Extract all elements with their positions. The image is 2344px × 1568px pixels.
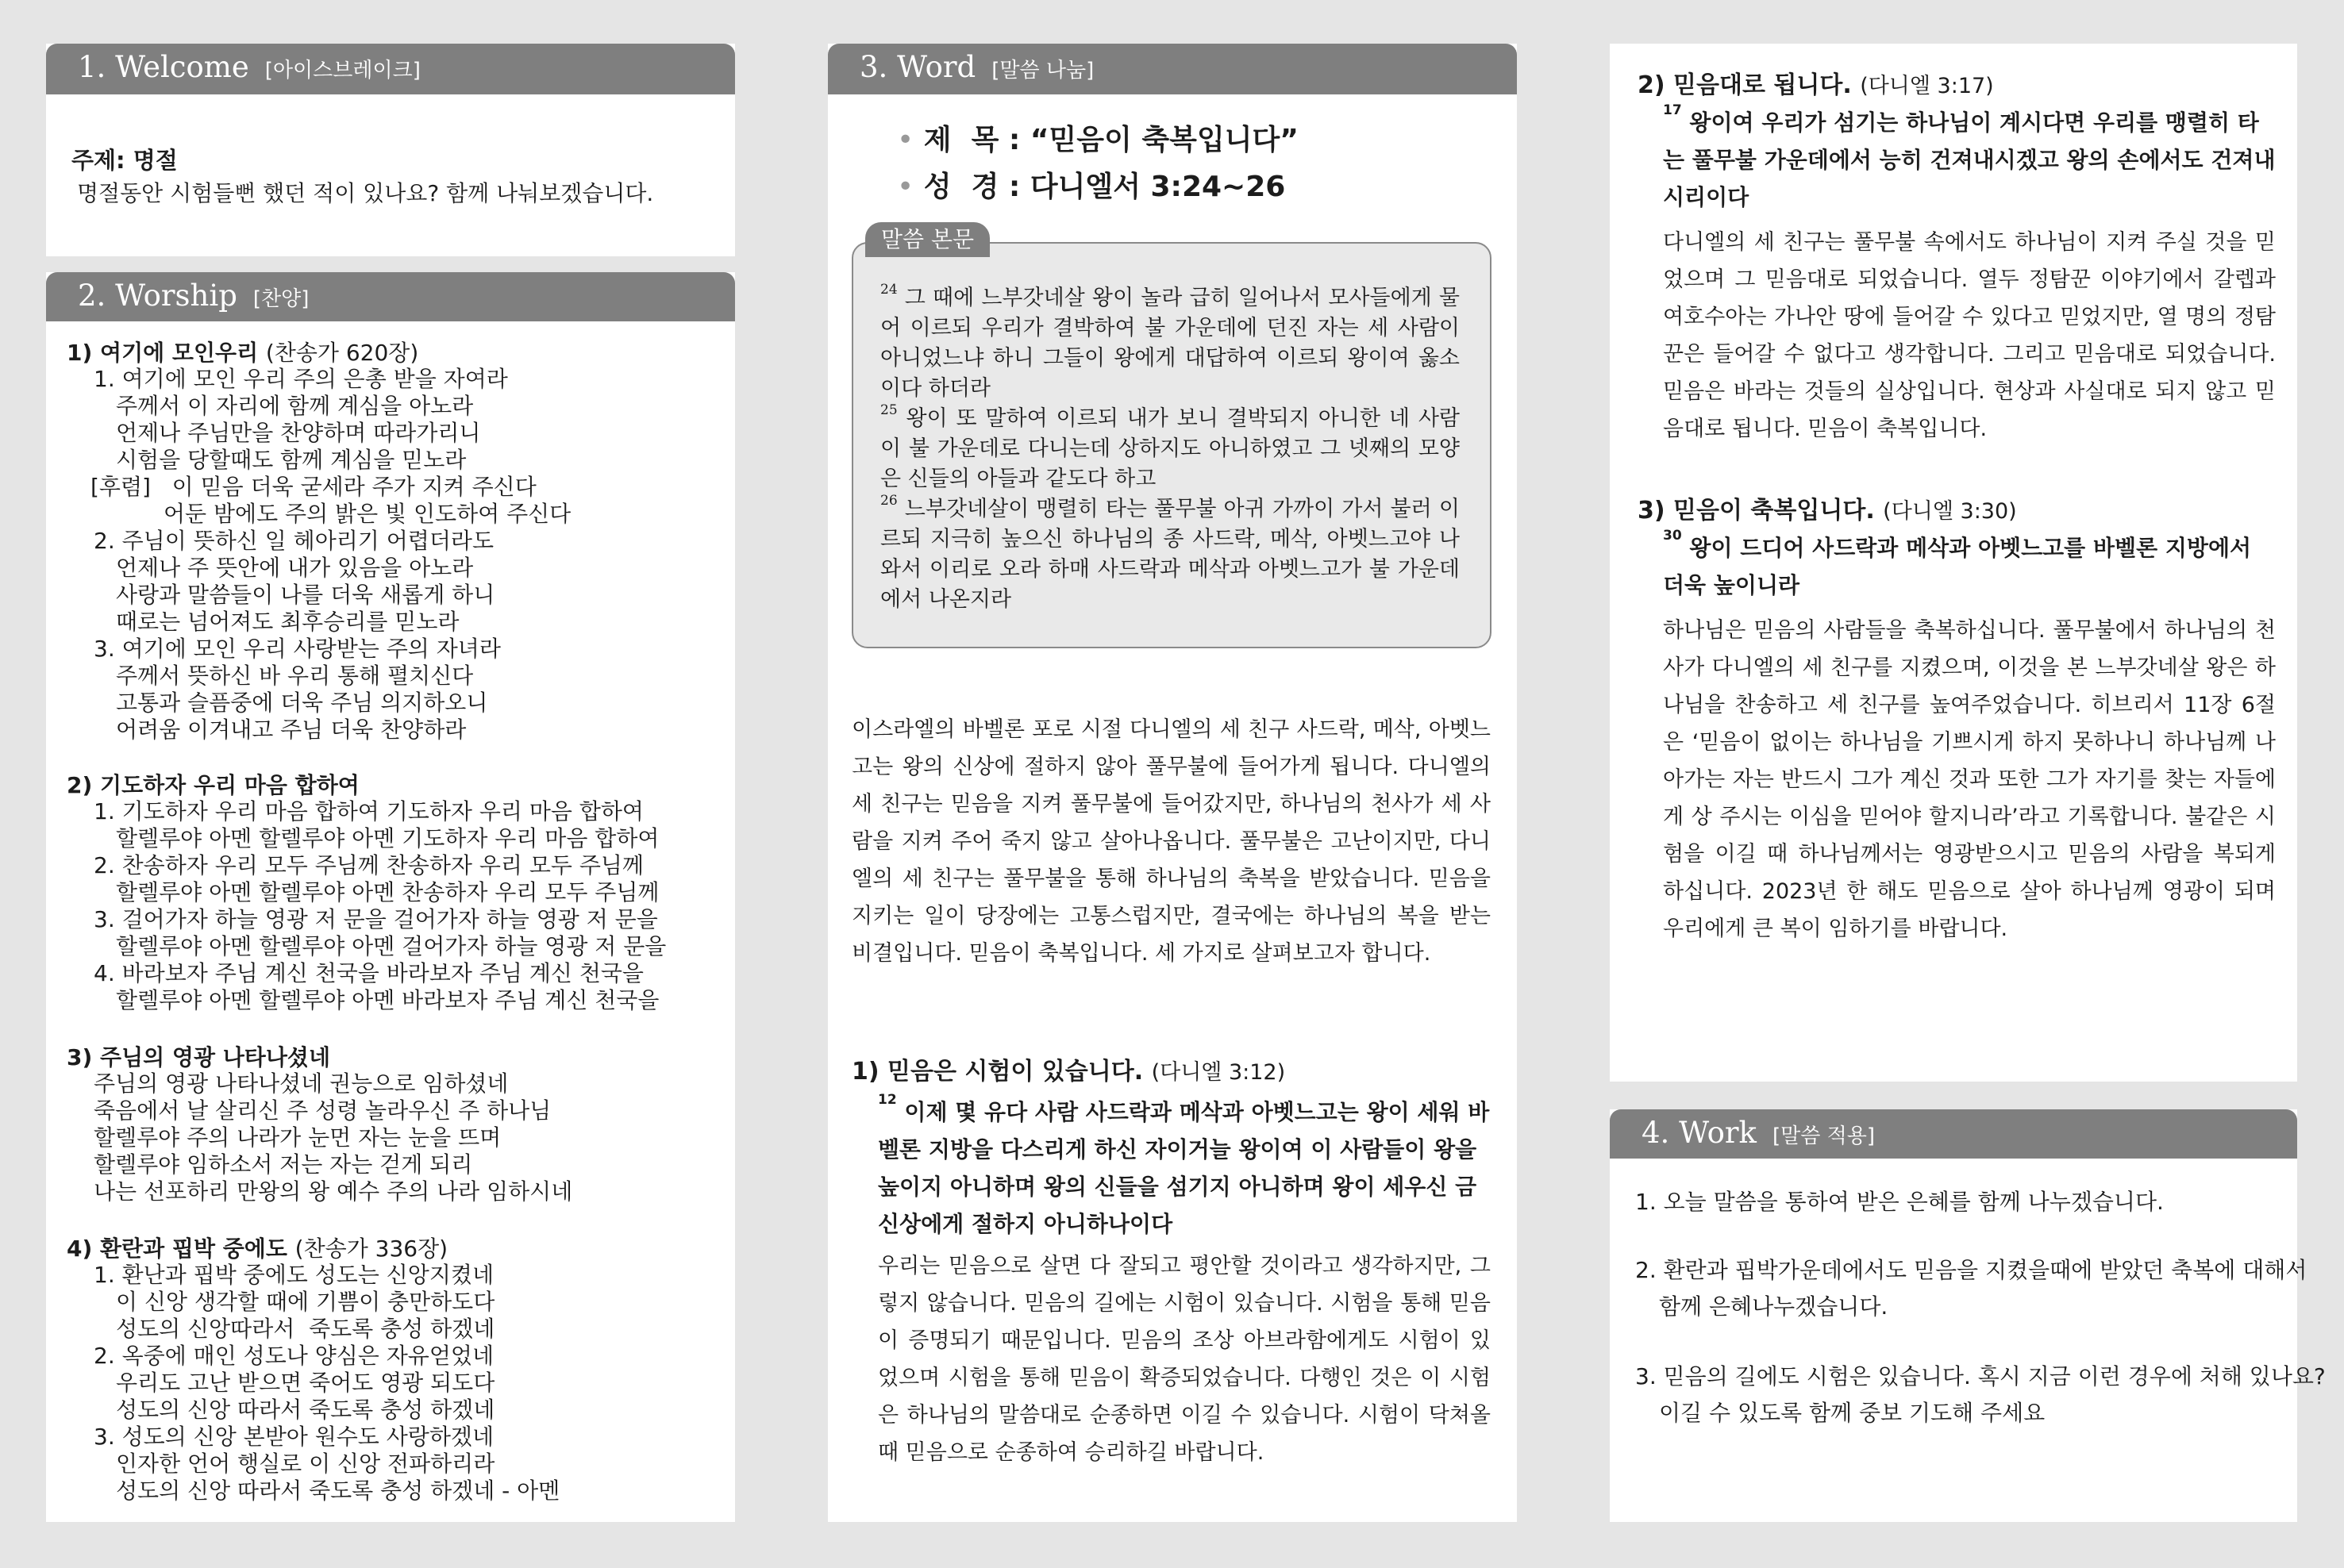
song-lyrics	[67, 1070, 572, 1205]
text-line: 할렐루야 아멘 할렐루야 아멘 찬송하자 우리 모두 주님께	[116, 879, 660, 905]
worship-title: 2. Worship	[78, 279, 237, 313]
work-header	[1610, 1109, 2297, 1159]
text-line: 2) 믿음대로 됩니다.	[1638, 71, 1852, 99]
welcome-subtitle: [아이스브레이크]	[264, 59, 421, 83]
text-line: 3. 걸어가자 하늘 영광 저 문을 걸어가자 하늘 영광 저 문을	[94, 906, 658, 932]
text-line: 할렐루야 아멘 할렐루야 아멘 걸어가자 하늘 영광 저 문을	[116, 933, 667, 959]
bible-verse	[880, 404, 1460, 494]
point-1-verse	[878, 1093, 1491, 1243]
text-line: 주께서 이 자리에 함께 계심을 아노라	[116, 393, 474, 419]
text-line: 2. 주님이 뜻하신 일 헤아리기 어렵더라도	[94, 528, 494, 554]
welcome-question: 명절동안 시험들뻔 했던 적이 있나요? 함께 나눠보겠습니다.	[77, 180, 654, 206]
song-title	[67, 336, 418, 367]
bible-verse	[880, 494, 1460, 615]
work-item	[1635, 1359, 2326, 1432]
text-line: 언제나 주님만을 찬양하며 따라가리니	[116, 420, 481, 446]
text-line: 2. 찬송하자 우리 모두 주님께 찬송하자 우리 모두 주님께	[94, 852, 644, 878]
text-line: 할렐루야 주의 나라가 눈먼 자는 눈을 뜨며	[94, 1124, 502, 1151]
text-line: (다니엘 3:17)	[1860, 74, 1994, 98]
point-2-verse	[1663, 104, 2276, 216]
work-subtitle: [말씀 적용]	[1772, 1124, 1875, 1148]
welcome-title: 1. Welcome	[78, 50, 249, 84]
word-subtitle: [말씀 나눔]	[991, 59, 1095, 83]
work-item	[1635, 1184, 2164, 1220]
point-3-title	[1638, 490, 2017, 525]
song-lyrics	[67, 1262, 560, 1505]
text-line: 인자한 언어 행실로 이 신앙 전파하리라	[116, 1451, 495, 1477]
text-line: 1) 믿음은 시험이 있습니다.	[852, 1058, 1144, 1086]
text-line: (다니엘 3:12)	[1151, 1060, 1286, 1085]
text-line: (다니엘 3:30)	[1883, 499, 2017, 524]
text-line: 언제나 주 뜻안에 내가 있음을 아노라	[116, 555, 474, 581]
work-item	[1635, 1252, 2307, 1325]
text-line: 1. 기도하자 우리 마음 합하여 기도하자 우리 마음 합하여	[94, 798, 644, 824]
text-line: 1. 환난과 핍박 중에도 성도는 신앙지켰네	[94, 1262, 494, 1288]
worship-header	[46, 272, 735, 321]
text-line: 1. 오늘 말씀을 통하여 받은 은혜를 함께 나누겠습니다.	[1635, 1189, 2164, 1215]
work-title: 4. Work	[1642, 1116, 1757, 1150]
text-line: 고통과 슬픔중에 더욱 주님 의지하오니	[116, 690, 488, 716]
text-line: 어둔 밤에도 주의 밝은 빛 인도하여 주신다	[164, 501, 572, 527]
text-line: 때로는 넘어져도 최후승리를 믿노라	[116, 609, 460, 635]
point-2-body: 다니엘의 세 친구는 풀무불 속에서도 하나님이 지켜 주실 것을 믿었으며 그 믿음대로 되었습니다. 열두 정탐꾼 이야기에서 갈렙과 여호수아는 가나안 땅에 들어갈 수 있다고 믿었지만, 열 명의 정탐꾼은 들어갈 수 없다고 생각합니다. 그리고 믿음대로 되었습니다. 믿음은 바라는 것들의 실상입니다. 현상과 사실대로 되지 않고 믿음대로 됩니다. 믿음이 축복입니다.	[1663, 230, 2276, 441]
point-3-verse	[1663, 529, 2276, 604]
text-line: 성 경 :	[923, 171, 1030, 203]
bible-verse	[880, 283, 1460, 404]
welcome-header	[46, 44, 735, 94]
sermon-subject: • 제 목 : “믿음이 축복입니다”	[897, 124, 1299, 156]
text-line: 다니엘서 3:24~26	[1030, 171, 1286, 203]
sermon-scripture: • 성 경 : 다니엘서 3:24~26	[897, 171, 1286, 203]
text-line: 나는 선포하리 만왕의 왕 예수 주의 나라 임하시네	[94, 1178, 573, 1205]
word-title: 3. Word	[860, 50, 976, 84]
song-title	[67, 1232, 448, 1263]
text-line: 1. 여기에 모인 우리 주의 은총 받을 자여라	[94, 366, 508, 392]
text-line: 25	[880, 402, 898, 418]
point-1-title	[852, 1051, 1285, 1086]
text-line: 할렐루야 아멘 할렐루야 아멘 바라보자 주님 계신 천국을	[116, 987, 660, 1013]
text-line: 느부갓네살이 맹렬히 타는 풀무불 아귀 가까이 가서 불러 이르되 지극히 높으신 하나님의 종 사드락, 메삭, 아벳느고야 나와서 이리로 오라 하매 사드락과 메삭과 아벳느고가 불 가운데에서 나온지라	[880, 497, 1460, 612]
text-line: 시험을 당할때도 함께 계심을 믿노라	[116, 447, 467, 473]
text-line: 제 목 :	[923, 124, 1030, 156]
text-line: 왕이 또 말하여 이르되 내가 보니 결박되지 아니한 네 사람이 불 가운데로 다니는데 상하지도 아니하였고 그 넷째의 모양은 신들의 아들과 같도다 하고	[880, 406, 1460, 491]
text-line: 이제 몇 유다 사람 사드락과 메삭과 아벳느고는 왕이 세워 바벨론 지방을 다스리게 하신 자이거늘 왕이여 이 사람들이 왕을 높이지 아니하며 왕의 신들을 섬기지 아니하며 왕이 세우신 금 신상에게 절하지 아니하나이다	[878, 1099, 1490, 1237]
song-title: 2) 기도하자 우리 마음 합하여	[67, 772, 360, 798]
text-line: 이길 수 있도록 함께 중보 기도해 주세요	[1659, 1400, 2046, 1426]
text-line: 26	[880, 493, 898, 509]
text-line: 3. 성도의 신앙 본받아 원수도 사랑하겠네	[94, 1424, 494, 1450]
bible-text-box	[852, 242, 1491, 648]
text-line: (찬송가 620장)	[265, 340, 419, 366]
text-line: 2. 환란과 핍박가운데에서도 믿음을 지켰을때에 받았던 축복에 대해서	[1635, 1257, 2307, 1283]
song-lyrics	[67, 798, 666, 1014]
text-line: 왕이여 우리가 섬기는 하나님이 계시다면 우리를 맹렬히 타는 풀무불 가운데에서 능히 건져내시겠고 왕의 손에서도 건져내시리이다	[1663, 110, 2276, 210]
text-line: 성도의 신앙따라서 죽도록 충성 하겠네	[116, 1316, 495, 1342]
song-title: 3) 주님의 영광 나타나셨네	[67, 1044, 331, 1070]
text-line: 17	[1663, 102, 1682, 118]
worship-subtitle: [찬양]	[252, 287, 310, 311]
text-line: 3. 믿음의 길에도 시험은 있습니다. 혹시 지금 이런 경우에 처해 있나요?	[1635, 1363, 2326, 1389]
song-lyrics	[67, 366, 571, 744]
text-line: 30	[1663, 528, 1682, 544]
text-line: 12	[878, 1092, 897, 1108]
text-line: 4) 환란과 핍박 중에도	[67, 1236, 287, 1262]
text-line: 우리도 고난 받으면 죽어도 영광 되도다	[116, 1370, 495, 1396]
text-line: 할렐루야 아멘 할렐루야 아멘 기도하자 우리 마음 합하여	[116, 825, 660, 851]
bible-tag: 말씀 본문	[865, 222, 990, 257]
text-line: 죽음에서 날 살리신 주 성령 놀라우신 주 하나님	[94, 1097, 552, 1124]
text-line: “믿음이 축복입니다”	[1030, 124, 1299, 156]
text-line: 1) 여기에 모인우리	[67, 340, 259, 366]
text-line: 4. 바라보자 주님 계신 천국을 바라보자 주님 계신 천국을	[94, 960, 644, 986]
text-line: 3. 여기에 모인 우리 사랑받는 주의 자녀라	[94, 636, 501, 662]
point-2-title	[1638, 65, 1994, 100]
sermon-intro: 이스라엘의 바벨론 포로 시절 다니엘의 세 친구 사드락, 메삭, 아벳느고는 왕의 신상에 절하지 않아 풀무불에 들어가게 됩니다. 다니엘의 세 친구는 믿음을 지켜 풀무불에 들어갔지만, 하나님의 천사가 세 사람을 지켜 주어 죽지 않고 살아나옵니다. 풀무불은 고난이지만, 다니엘의 세 친구는 풀무불을 통해 하나님의 축복을 받았습니다. 믿음을 지키는 일이 당장에는 고통스럽지만, 결국에는 하나님의 복을 받는 비결입니다. 믿음이 축복입니다. 세 가지로 살펴보고자 합니다.	[852, 717, 1491, 966]
text-line: 3) 믿음이 축복입니다.	[1638, 497, 1875, 525]
text-line: (찬송가 336장)	[294, 1236, 448, 1262]
text-line: 왕이 드디어 사드락과 메삭과 아벳느고를 바벨론 지방에서 더욱 높이니라	[1663, 535, 2252, 598]
text-line: 이 신앙 생각할 때에 기쁨이 충만하도다	[116, 1289, 495, 1315]
text-line: 24	[880, 282, 898, 298]
text-line: 어려움 이겨내고 주님 더욱 찬양하라	[116, 717, 467, 743]
text-line: 할렐루야 임하소서 저는 자는 걷게 되리	[94, 1151, 473, 1178]
text-line: 사랑과 말씀들이 나를 더욱 새롭게 하니	[116, 582, 495, 608]
text-line: 2. 옥중에 매인 성도나 양심은 자유얻었네	[94, 1343, 494, 1369]
point-1-body: 우리는 믿음으로 살면 다 잘되고 평안할 것이라고 생각하지만, 그렇지 않습니다. 믿음의 길에는 시험이 있습니다. 시험을 통해 믿음이 증명되기 때문입니다. 믿음의 조상 아브라함에게도 시험이 있었으며 시험을 통해 믿음이 확증되었습니다. 다행인 것은 이 시험은 하나님의 말씀대로 순종하면 이길 수 있습니다. 시험이 닥쳐올 때 믿음으로 순종하여 승리하길 바랍니다.	[878, 1254, 1491, 1465]
text-line: 성도의 신앙 따라서 죽도록 충성 하겠네 - 아멘	[116, 1478, 560, 1504]
text-line: 그 때에 느부갓네살 왕이 놀라 급히 일어나서 모사들에게 물어 이르되 우리가 결박하여 불 가운데에 던진 자는 세 사람이 아니었느냐 하니 그들이 왕에게 대답하여 이르되 왕이여 옳소이다 하더라	[880, 286, 1460, 401]
welcome-topic: 주제: 명절	[71, 147, 178, 174]
text-line: 주님의 영광 나타나셨네 권능으로 임하셨네	[94, 1070, 509, 1097]
text-line: [후렴] 이 믿음 더욱 굳세라 주가 지켜 주신다	[90, 474, 537, 500]
text-line: 주께서 뜻하신 바 우리 통해 펼치신다	[116, 663, 474, 689]
text-line: 성도의 신앙 따라서 죽도록 충성 하겠네	[116, 1397, 495, 1423]
word-header	[828, 44, 1517, 94]
point-3-body: 하나님은 믿음의 사람들을 축복하십니다. 풀무불에서 하나님의 천사가 다니엘의 세 친구를 지켰으며, 이것을 본 느부갓네살 왕은 하나님을 찬송하고 세 친구를 높여주었습니다. 히브리서 11장 6절은 ‘믿음이 없이는 하나님을 기쁘시게 하지 못하나니 하나님께 나아가는 자는 반드시 그가 계신 것과 또한 그가 자기를 찾는 자들에게 상 주시는 이심을 믿어야 할지니라’라고 기록합니다. 불같은 시험을 이길 때 하나님께서는 영광받으시고 믿음의 사람을 복되게 하십니다. 2023년 한 해도 믿음으로 살아 하나님께 영광이 되며 우리에게 큰 복이 임하기를 바랍니다.	[1663, 618, 2276, 941]
text-line: 함께 은혜나누겠습니다.	[1659, 1293, 1888, 1320]
